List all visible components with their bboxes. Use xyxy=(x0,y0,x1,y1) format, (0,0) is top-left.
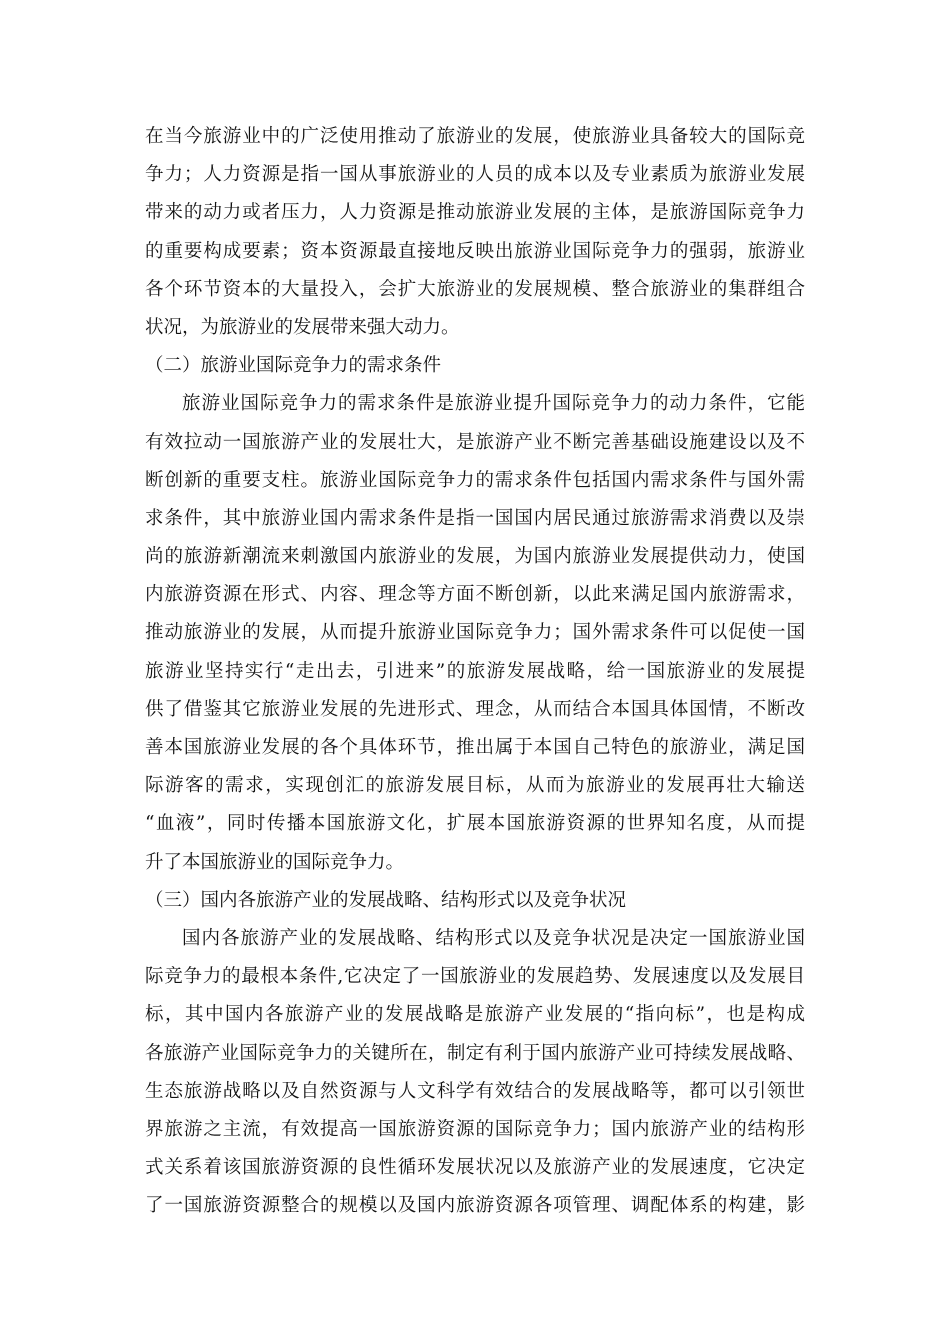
text-line: “血液”，同时传播本国旅游文化，扩展本国旅游资源的世界知名度，从而提 xyxy=(145,813,805,835)
text-line: 界旅游之主流，有效提高一国旅游资源的国际竞争力；国内旅游产业的结构形 xyxy=(145,1118,805,1140)
text-line: 供了借鉴其它旅游业发展的先进形式、理念，从而结合本国具体国情，不断改 xyxy=(145,698,805,720)
text-line: 升了本国旅游业的国际竞争力。 xyxy=(145,851,405,873)
text-line: 在当今旅游业中的广泛使用推动了旅游业的发展，使旅游业具备较大的国际竞 xyxy=(145,126,805,147)
text-line: 各旅游产业国际竞争力的关键所在，制定有利于国内旅游产业可持续发展战略、 xyxy=(145,1042,805,1064)
text-line: 善本国旅游业发展的各个具体环节，推出属于本国自己特色的旅游业，满足国 xyxy=(145,737,805,758)
text-line: 尚的旅游新潮流来刺激国内旅游业的发展，为国内旅游业发展提供动力，使国 xyxy=(145,546,805,568)
text-line: 各个环节资本的大量投入，会扩大旅游业的发展规模、整合旅游业的集群组合 xyxy=(145,278,805,300)
text-line: 式关系着该国旅游资源的良性循环发展状况以及旅游产业的发展速度，它决定 xyxy=(145,1157,805,1179)
text-line: 际竞争力的最根本条件,它决定了一国旅游业的发展趋势、发展速度以及发展目 xyxy=(145,966,805,988)
text-line: 际游客的需求，实现创汇的旅游发展目标，从而为旅游业的发展再壮大输送 xyxy=(145,775,805,797)
text-line: 的重要构成要素；资本资源最直接地反映出旅游业国际竞争力的强弱，旅游业 xyxy=(145,240,805,262)
text-line: 争力；人力资源是指一国从事旅游业的人员的成本以及专业素质为旅游业发展 xyxy=(145,164,805,186)
text-line: 带来的动力或者压力，人力资源是推动旅游业发展的主体，是旅游国际竞争力 xyxy=(145,202,805,224)
section-heading: （二）旅游业国际竞争力的需求条件 xyxy=(145,355,442,377)
text-line: 有效拉动一国旅游产业的发展壮大，是旅游产业不断完善基础设施建设以及不 xyxy=(145,431,805,453)
text-line: 生态旅游战略以及自然资源与人文科学有效结合的发展战略等，都可以引领世 xyxy=(145,1080,805,1102)
text-line: 标，其中国内各旅游产业的发展战略是旅游产业发展的“指向标”，也是构成 xyxy=(145,1004,805,1026)
text-line: 旅游业坚持实行“走出去，引进来”的旅游发展战略，给一国旅游业的发展提 xyxy=(145,660,805,682)
section-heading: （三）国内各旅游产业的发展战略、结构形式以及竞争状况 xyxy=(145,889,627,911)
text-line: 状况，为旅游业的发展带来强大动力。 xyxy=(145,316,460,338)
text-line: 内旅游资源在形式、内容、理念等方面不断创新，以此来满足国内旅游需求， xyxy=(145,584,805,606)
text-line: 国内各旅游产业的发展战略、结构形式以及竞争状况是决定一国旅游业国 xyxy=(182,927,805,949)
text-line: 了一国旅游资源整合的规模以及国内旅游资源各项管理、调配体系的构建，影 xyxy=(145,1195,805,1217)
text-line: 推动旅游业的发展，从而提升旅游业国际竞争力；国外需求条件可以促使一国 xyxy=(145,622,805,644)
text-line: 断创新的重要支柱。旅游业国际竞争力的需求条件包括国内需求条件与国外需 xyxy=(145,469,805,491)
text-line: 求条件，其中旅游业国内需求条件是指一国国内居民通过旅游需求消费以及崇 xyxy=(145,507,805,529)
document-page xyxy=(145,118,805,1225)
text-line: 旅游业国际竞争力的需求条件是旅游业提升国际竞争力的动力条件，它能 xyxy=(182,393,805,415)
